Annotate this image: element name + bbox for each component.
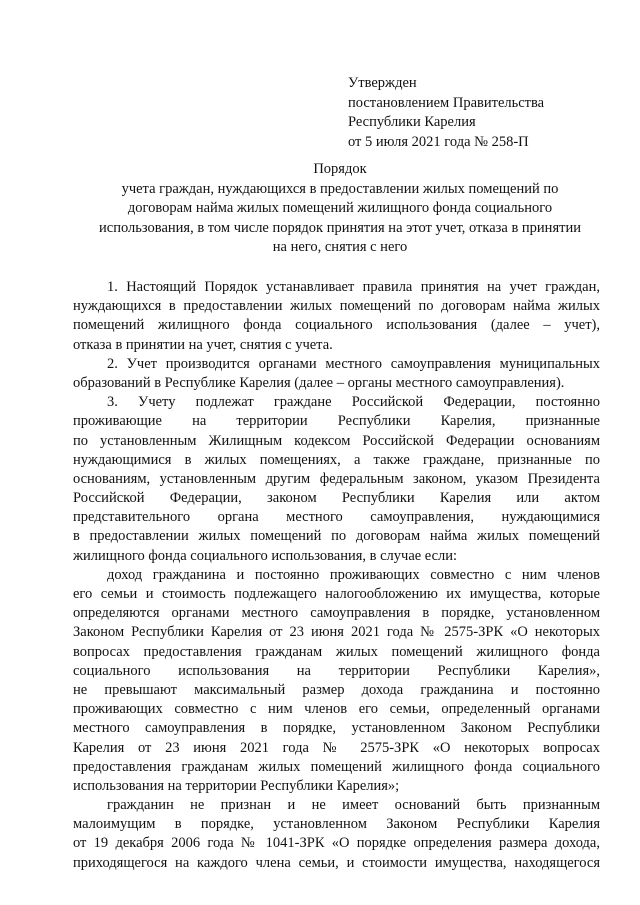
text-line: Карелия от 23 июня 2021 года № 2575-ЗРК «О некоторых вопросах [73,739,600,756]
title-line: Порядок [313,161,367,177]
text-line: жилищного фонда социального использования, в случае если: [73,547,458,564]
text-line: нуждающихся в предоставлении жилых помещений по договорам найма жилых [73,298,600,315]
text-line: Законом Республики Карелия от 23 июня 2021 года № 2575-ЗРК «О некоторых [73,624,600,641]
text-line: по установленным Жилищным кодексом Российской Федерации основаниям [73,432,600,449]
text-line: приходящегося на каждого члена семьи, и стоимости имущества, находящегося [73,854,600,871]
text-line: помещений жилищного фонда социального использования (далее – учет), [73,317,600,334]
text-line: образований в Республике Карелия (далее – органы местного самоуправления). [73,374,565,391]
text-line: предоставления гражданам жилых помещений жилищного фонда социального [73,758,600,775]
text-line: проживающие на территории Республики Карелия, признанные [73,413,600,430]
text-line: Российской Федерации, законом Республики Карелия или актом [73,490,600,507]
text-line: гражданин не признан и не имеет оснований быть признанным [107,797,600,814]
text-line: использования на территории Республики Карелия»; [73,777,400,794]
approval-line: от 5 июля 2021 года № 258-П [348,133,529,150]
text-line: 2. Учет производится органами местного самоуправления муниципальных [107,355,600,372]
approval-line: Утвержден [348,75,417,91]
text-line: представительного органа местного самоуправления, нуждающимися [73,509,600,526]
text-line: нуждающимися в жилых помещениях, а также граждане, признанные по [73,451,600,468]
text-line: не превышают максимальный размер дохода гражданина и постоянно [73,681,600,698]
document-body [73,278,600,873]
text-line: отказа в принятии на учет, снятия с учета. [73,336,333,353]
text-line: 3. Учету подлежат граждане Российской Федерации, постоянно [107,394,600,411]
title-line: использования, в том числе порядок принятия на этот учет, отказа в принятии [99,219,581,236]
text-line: местного самоуправления в порядке, установленном Законом Республики [73,720,600,737]
text-line: от 19 декабря 2006 года № 1041-ЗРК «О порядке определения размера дохода, [73,835,600,852]
text-line: социального использования на территории Республики Карелия», [73,662,600,679]
text-line: основаниям, установленным другим федеральным законом, указом Президента [73,470,600,487]
approval-line: Республики Карелия [348,114,476,130]
document-title [80,160,600,258]
text-line: вопросах предоставления гражданам жилых помещений жилищного фонда [73,643,600,660]
approval-block [348,74,544,152]
text-line: доход гражданина и постоянно проживающих совместно с ним членов [107,566,600,583]
title-line: учета граждан, нуждающихся в предоставлении жилых помещений по [121,180,559,197]
text-line: в предоставлении жилых помещений по договорам найма жилых помещений [73,528,600,545]
title-line: на него, снятия с него [272,239,408,255]
approval-line: постановлением Правительства [348,94,545,111]
text-line: определяются органами местного самоуправления в порядке, установленном [73,605,600,622]
title-line: договорам найма жилых помещений жилищного фонда социального [127,200,553,216]
text-line: проживающих совместно с ним членов его семьи, определенный органами [73,701,600,718]
text-line: 1. Настоящий Порядок устанавливает правила принятия на учет граждан, [107,279,600,295]
text-line: малоимущим в порядке, установленном Законом Республики Карелия [73,816,600,833]
text-line: его семьи и стоимость подлежащего налогообложению их имущества, которые [73,586,600,602]
